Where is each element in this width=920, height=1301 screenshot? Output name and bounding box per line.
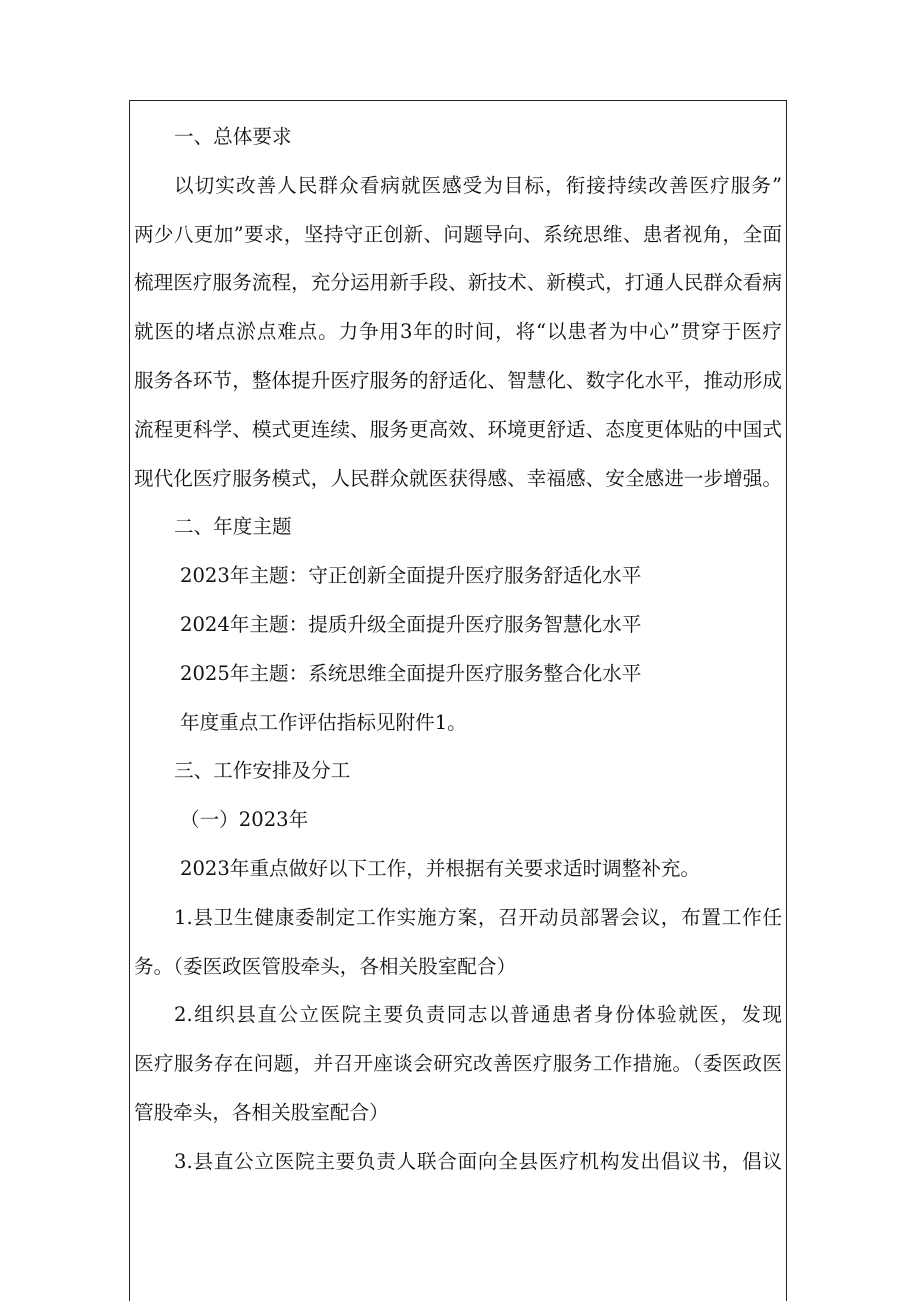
- document-body: [130, 113, 786, 1187]
- text-line: 梳理医疗服务流程，充分运用新手段、新技术、新模式，打通人民群众看病: [134, 271, 782, 295]
- document-frame: [129, 100, 787, 1301]
- text-line: 2024年主题：提质升级全面提升医疗服务智慧化水平: [180, 612, 642, 636]
- text-line: 2025年主题：系统思维全面提升医疗服务整合化水平: [180, 661, 642, 685]
- text-line: 一、总体要求: [174, 125, 292, 148]
- text-line: 就医的堵点淤点难点。力争用3年的时间，将“以患者为中心”贯穿于医疗: [134, 320, 782, 344]
- text-line: 服务各环节，整体提升医疗服务的舒适化、智慧化、数字化水平，推动形成: [134, 368, 782, 392]
- text-line: 现代化医疗服务模式，人民群众就医获得感、幸福感、安全感进一步增强。: [134, 466, 782, 490]
- text-line: 2023年主题：守正创新全面提升医疗服务舒适化水平: [180, 564, 642, 588]
- text-line: 务。（委医政医管股牵头，各相关股室配合）: [134, 954, 517, 978]
- text-line: 1.县卫生健康委制定工作实施方案，召开动员部署会议，布置工作任: [174, 905, 782, 929]
- text-line: 以切实改善人民群众看病就医感受为目标，衔接持续改善医疗服务”: [174, 173, 782, 197]
- text-line: 流程更科学、模式更连续、服务更高效、环境更舒适、态度更体贴的中国式: [134, 417, 782, 441]
- text-line: 2.组织县直公立医院主要负责同志以普通患者身份体验就医，发现: [174, 1003, 782, 1027]
- text-line: 2023年重点做好以下工作，并根据有关要求适时调整补充。: [180, 856, 701, 880]
- text-line: 二、年度主题: [174, 515, 292, 539]
- text-line: 医疗服务存在问题，并召开座谈会研究改善医疗服务工作措施。（委医政医: [134, 1052, 782, 1076]
- text-line: 年度重点工作评估指标见附件1。: [180, 710, 467, 734]
- text-line: 两少八更加”要求，坚持守正创新、问题导向、系统思维、患者视角，全面: [134, 222, 782, 246]
- text-line: （一）2023年: [180, 808, 309, 832]
- text-line: 管股牵头，各相关股室配合）: [134, 1100, 389, 1124]
- text-line: 3.县直公立医院主要负责人联合面向全县医疗机构发出倡议书，倡议: [174, 1149, 782, 1173]
- text-line: 三、工作安排及分工: [174, 759, 351, 783]
